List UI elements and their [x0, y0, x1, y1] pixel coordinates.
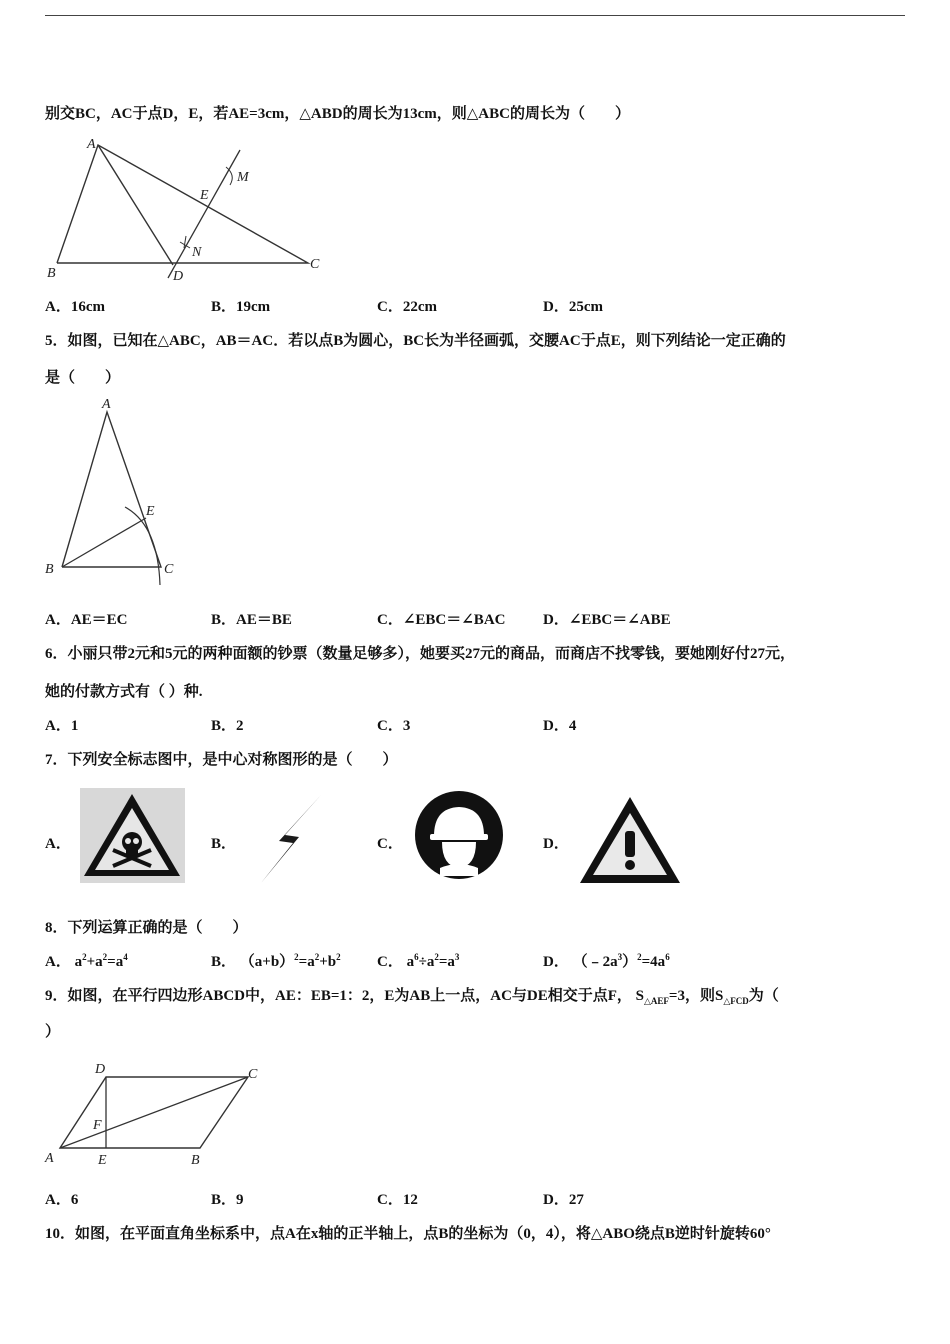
q7-option-b[interactable]: B．	[211, 836, 237, 852]
q4-label-n: N	[192, 245, 202, 260]
q9-option-b[interactable]: B．9	[211, 1192, 244, 1208]
q8-option-d-part2: ）	[622, 954, 638, 970]
q8-option-b-exp1: 2	[294, 952, 299, 962]
helmet-icon[interactable]	[414, 790, 504, 880]
q7-option-d[interactable]: D．	[543, 836, 569, 852]
q8-option-c-part2: ÷a	[418, 954, 435, 970]
q9-stem-line2: ）	[45, 1024, 61, 1040]
q8-option-b-part1: （a+b）	[239, 954, 295, 970]
q9-label-b: B	[191, 1153, 200, 1168]
q5-figure	[40, 395, 190, 595]
q5-label-c: C	[164, 562, 174, 577]
q7-option-a[interactable]: A．	[45, 836, 71, 852]
q4-option-d[interactable]: D．25cm	[543, 299, 603, 315]
q5-label-b: B	[45, 562, 54, 577]
q9-option-c[interactable]: C．12	[377, 1192, 418, 1208]
q8-option-b-label: B．	[211, 954, 237, 970]
q5-option-c[interactable]: C．∠EBC＝∠BAC	[377, 612, 506, 628]
q8-option-b[interactable]	[211, 950, 341, 971]
q4-stem: 别交BC，AC于点D，E，若AE=3cm，△ABD的周长为13cm，则△ABC的周长为（ ）	[45, 106, 630, 122]
q8-option-a-part2: +a	[86, 954, 103, 970]
q6-option-c[interactable]: C．3	[377, 718, 411, 734]
q9-label-e: E	[98, 1153, 107, 1168]
q8-stem: 8．下列运算正确的是（ ）	[45, 920, 248, 936]
q4-label-d: D	[173, 269, 184, 284]
q8-option-d-label: D．	[543, 954, 569, 970]
q9-stem	[45, 984, 779, 1005]
q4-label-c: C	[310, 257, 320, 272]
q4-label-b: B	[47, 266, 56, 281]
q8-option-c-exp1: 6	[414, 952, 419, 962]
q5-stem-line2: 是（ ）	[45, 370, 121, 386]
q8-option-a-part1: a	[74, 954, 83, 970]
q6-option-d[interactable]: D．4	[543, 718, 577, 734]
q5-label-e: E	[146, 504, 155, 519]
q8-option-d-part3: =4a	[641, 954, 666, 970]
q8-option-d[interactable]	[543, 950, 670, 971]
q5-stem-line1: 5．如图，已知在△ABC，AB＝AC．若以点B为圆心，BC长为半径画弧，交腰AC于点E，则下列结论一定正确的	[45, 333, 786, 349]
q7-option-c[interactable]: C．	[377, 836, 403, 852]
q4-label-e: E	[200, 188, 209, 203]
q8-option-d-exp1: 3	[617, 952, 623, 962]
header-rule	[45, 15, 905, 16]
q9-stem-post: 为（	[748, 988, 779, 1004]
q8-option-b-part3: +b	[319, 954, 337, 970]
q8-option-a[interactable]	[45, 950, 128, 971]
q7-stem: 7．下列安全标志图中，是中心对称图形的是（ ）	[45, 752, 398, 768]
q8-option-c[interactable]	[377, 950, 459, 971]
q10-stem: 10．如图，在平面直角坐标系中，点A在x轴的正半轴上，点B的坐标为（0，4），将△ABO绕点B逆时针旋转60°	[45, 1226, 771, 1242]
q9-stem-mid: =3，则S	[668, 988, 724, 1004]
q9-option-a[interactable]: A．6	[45, 1192, 79, 1208]
q8-option-c-exp3: 3	[454, 952, 460, 962]
q9-label-f: F	[93, 1118, 102, 1133]
q9-option-d[interactable]: D．27	[543, 1192, 584, 1208]
q8-option-a-part3: =a	[107, 954, 124, 970]
q9-stem-pre: 9．如图，在平行四边形ABCD中，AE：EB=1：2，E为AB上一点，AC与DE相交于点F， S	[45, 988, 644, 1004]
q4-option-a[interactable]: A．16cm	[45, 299, 105, 315]
q5-label-a: A	[102, 397, 111, 412]
q8-option-b-exp2: 2	[314, 952, 320, 962]
q8-option-a-label: A．	[45, 954, 71, 970]
q9-label-a: A	[45, 1151, 54, 1166]
q4-option-b[interactable]: B．19cm	[211, 299, 271, 315]
exclamation-warning-icon[interactable]	[578, 795, 683, 887]
q6-option-a[interactable]: A．1	[45, 718, 79, 734]
q5-option-b[interactable]: B．AE＝BE	[211, 612, 292, 628]
q8-option-a-exp1: 2	[82, 952, 87, 962]
q8-option-c-exp2: 2	[434, 952, 439, 962]
q8-option-d-exp2: 2	[637, 952, 642, 962]
q8-option-c-label: C．	[377, 954, 403, 970]
q4-label-a: A	[87, 137, 96, 152]
q8-option-b-part2: =a	[298, 954, 315, 970]
q6-option-b[interactable]: B．2	[211, 718, 244, 734]
lightning-icon[interactable]	[255, 793, 325, 885]
q9-label-c: C	[248, 1067, 258, 1082]
q9-figure	[40, 1058, 270, 1173]
q9-label-d: D	[95, 1062, 106, 1077]
q8-option-d-exp3: 6	[665, 952, 670, 962]
q8-option-a-exp3: 4	[123, 952, 128, 962]
skull-warning-icon[interactable]	[80, 788, 185, 883]
q8-option-d-part1: （﹣2a	[572, 954, 618, 970]
q5-option-a[interactable]: A．AE＝EC	[45, 612, 128, 628]
q8-option-a-exp2: 2	[102, 952, 108, 962]
q4-option-c[interactable]: C．22cm	[377, 299, 437, 315]
q8-option-b-exp3: 2	[336, 952, 341, 962]
q9-sub-fcd: △FCD	[723, 996, 749, 1006]
q8-option-c-part3: =a	[438, 954, 455, 970]
q4-label-m: M	[237, 170, 249, 185]
q6-stem-line2: 她的付款方式有（ ）种.	[45, 684, 203, 700]
q9-sub-aef: △AEF	[644, 996, 669, 1006]
q6-stem-line1: 6．小丽只带2元和5元的两种面额的钞票（数量足够多），她要买27元的商品，而商店不找零钱，要她刚好付27元，	[45, 646, 796, 662]
q5-option-d[interactable]: D．∠EBC＝∠ABE	[543, 612, 671, 628]
q8-option-c-part1: a	[406, 954, 415, 970]
q4-figure	[40, 130, 340, 285]
